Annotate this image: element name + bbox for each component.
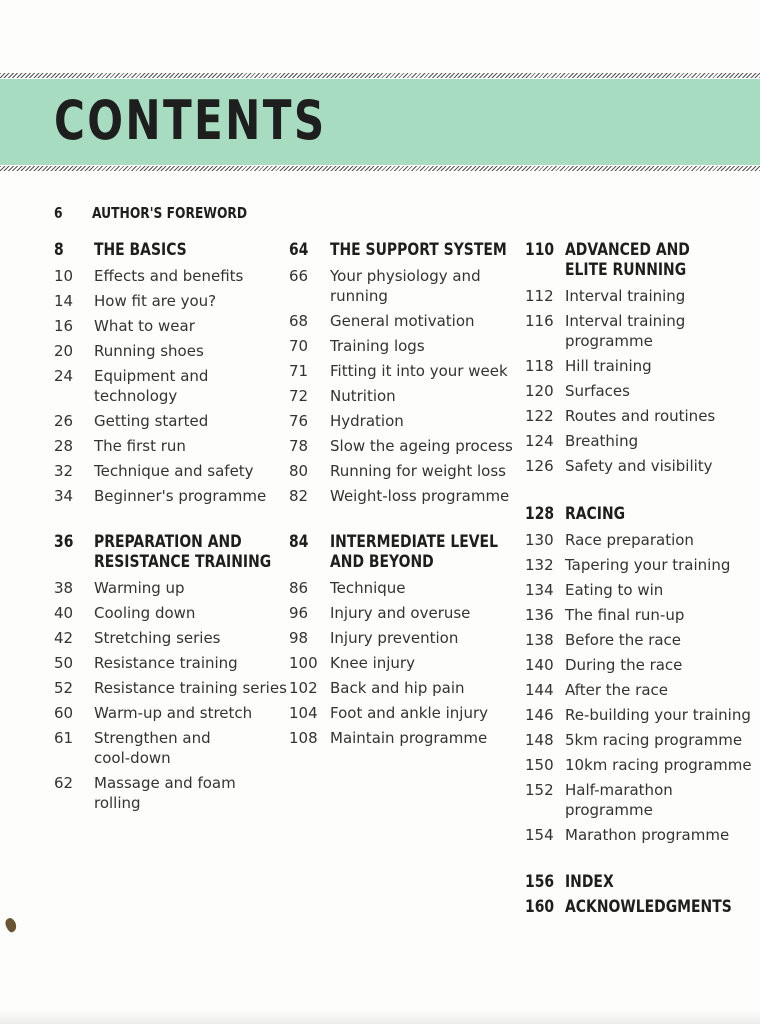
- entry-label: What to wear: [94, 317, 195, 335]
- entry-page-number: 130: [525, 531, 554, 549]
- entry-page-number: 116: [525, 312, 554, 330]
- entry-page-number: 154: [525, 826, 554, 844]
- section-title: ACKNOWLEDGMENTS: [565, 897, 732, 917]
- entry-label: General motivation: [330, 312, 475, 330]
- entry-label: Eating to win: [565, 581, 664, 599]
- entry-label: Maintain programme: [330, 729, 488, 747]
- section-title: INDEX: [565, 872, 614, 892]
- entry-page-number: 10: [54, 267, 74, 285]
- entry-page-number: 80: [289, 462, 309, 480]
- foreword-page: 6: [54, 204, 63, 222]
- entry-label: Routes and routines: [565, 407, 716, 425]
- entry-label: Hill training: [565, 357, 652, 375]
- entry-page-number: 16: [54, 317, 74, 335]
- entry-label: rolling: [94, 794, 141, 812]
- entry-label: Equipment and: [94, 367, 209, 385]
- entry-page-number: 140: [525, 656, 554, 674]
- section-page-number: 128: [525, 504, 555, 524]
- entry-label: cool-down: [94, 749, 171, 767]
- entry-label: Injury prevention: [330, 629, 459, 647]
- entry-page-number: 76: [289, 412, 309, 430]
- entry-label: programme: [565, 332, 653, 350]
- entry-page-number: 112: [525, 287, 554, 305]
- entry-label: Back and hip pain: [330, 679, 465, 697]
- entry-label: Training logs: [330, 337, 425, 355]
- entry-page-number: 71: [289, 362, 309, 380]
- section-title: RACING: [565, 504, 626, 524]
- entry-page-number: 108: [289, 729, 318, 747]
- section-page-number: 84: [289, 532, 309, 552]
- section-title: ADVANCED AND: [565, 240, 690, 260]
- entry-label: The first run: [94, 437, 186, 455]
- entry-page-number: 32: [54, 462, 74, 480]
- entry-label: Interval training: [565, 287, 686, 305]
- entry-label: The final run-up: [565, 606, 685, 624]
- entry-page-number: 126: [525, 457, 554, 475]
- entry-label: Before the race: [565, 631, 682, 649]
- entry-label: Marathon programme: [565, 826, 730, 844]
- entry-page-number: 148: [525, 731, 554, 749]
- entry-page-number: 100: [289, 654, 318, 672]
- entry-label: Beginner's programme: [94, 487, 267, 505]
- entry-page-number: 134: [525, 581, 554, 599]
- section-title: THE SUPPORT SYSTEM: [330, 240, 507, 260]
- section-title: ELITE RUNNING: [565, 260, 687, 280]
- section-title: THE BASICS: [94, 240, 187, 260]
- entry-label: Massage and foam: [94, 774, 236, 792]
- entry-label: Surfaces: [565, 382, 630, 400]
- entry-page-number: 78: [289, 437, 309, 455]
- entry-page-number: 52: [54, 679, 74, 697]
- entry-label: Slow the ageing process: [330, 437, 513, 455]
- entry-label: Technique and safety: [94, 462, 254, 480]
- entry-page-number: 122: [525, 407, 554, 425]
- entry-label: Hydration: [330, 412, 404, 430]
- entry-label: Your physiology and: [330, 267, 481, 285]
- page-title: CONTENTS: [54, 89, 327, 152]
- page-edge: [0, 1010, 760, 1024]
- entry-label: Tapering your training: [565, 556, 731, 574]
- entry-page-number: 68: [289, 312, 309, 330]
- entry-page-number: 120: [525, 382, 554, 400]
- entry-page-number: 50: [54, 654, 74, 672]
- entry-label: 5km racing programme: [565, 731, 743, 749]
- entry-page-number: 72: [289, 387, 309, 405]
- entry-page-number: 40: [54, 604, 74, 622]
- entry-page-number: 60: [54, 704, 74, 722]
- entry-page-number: 62: [54, 774, 74, 792]
- section-page-number: 8: [54, 240, 64, 260]
- entry-page-number: 136: [525, 606, 554, 624]
- entry-label: Running shoes: [94, 342, 204, 360]
- section-title: PREPARATION AND: [94, 532, 242, 552]
- section-page-number: 110: [525, 240, 555, 260]
- entry-page-number: 66: [289, 267, 309, 285]
- entry-label: Race preparation: [565, 531, 694, 549]
- entry-label: Nutrition: [330, 387, 396, 405]
- entry-page-number: 132: [525, 556, 554, 574]
- entry-label: Breathing: [565, 432, 639, 450]
- entry-label: running: [330, 287, 388, 305]
- entry-page-number: 102: [289, 679, 318, 697]
- entry-page-number: 150: [525, 756, 554, 774]
- entry-label: 10km racing programme: [565, 756, 752, 774]
- entry-page-number: 144: [525, 681, 554, 699]
- entry-page-number: 28: [54, 437, 74, 455]
- entry-label: Effects and benefits: [94, 267, 244, 285]
- section-page-number: 156: [525, 872, 555, 892]
- entry-label: Weight-loss programme: [330, 487, 510, 505]
- entry-label: Resistance training: [94, 654, 238, 672]
- entry-page-number: 26: [54, 412, 74, 430]
- section-page-number: 36: [54, 532, 74, 552]
- section-title: INTERMEDIATE LEVEL: [330, 532, 498, 552]
- entry-label: programme: [565, 801, 653, 819]
- entry-label: During the race: [565, 656, 683, 674]
- entry-page-number: 98: [289, 629, 309, 647]
- entry-label: Cooling down: [94, 604, 196, 622]
- entry-label: After the race: [565, 681, 669, 699]
- foreword-title: AUTHOR'S FOREWORD: [92, 204, 248, 222]
- entry-label: Safety and visibility: [565, 457, 713, 475]
- entry-label: Warming up: [94, 579, 185, 597]
- entry-page-number: 24: [54, 367, 74, 385]
- entry-page-number: 104: [289, 704, 318, 722]
- entry-page-number: 96: [289, 604, 309, 622]
- entry-label: Running for weight loss: [330, 462, 506, 480]
- entry-page-number: 14: [54, 292, 74, 310]
- entry-page-number: 138: [525, 631, 554, 649]
- entry-page-number: 38: [54, 579, 74, 597]
- entry-label: Technique: [330, 579, 406, 597]
- hatched-rule-top: [0, 73, 760, 78]
- entry-label: Knee injury: [330, 654, 415, 672]
- entry-label: Foot and ankle injury: [330, 704, 489, 722]
- entry-label: Resistance training series: [94, 679, 287, 697]
- entry-page-number: 124: [525, 432, 554, 450]
- entry-page-number: 20: [54, 342, 74, 360]
- entry-page-number: 152: [525, 781, 554, 799]
- entry-label: Warm-up and stretch: [94, 704, 253, 722]
- entry-page-number: 86: [289, 579, 309, 597]
- entry-page-number: 82: [289, 487, 309, 505]
- entry-label: Strengthen and: [94, 729, 211, 747]
- section-page-number: 160: [525, 897, 555, 917]
- entry-page-number: 42: [54, 629, 74, 647]
- paper-stain: [3, 916, 19, 933]
- entry-page-number: 146: [525, 706, 554, 724]
- section-title: AND BEYOND: [330, 552, 434, 572]
- entry-label: Getting started: [94, 412, 209, 430]
- entry-label: Stretching series: [94, 629, 221, 647]
- entry-label: How fit are you?: [94, 292, 217, 310]
- entry-page-number: 118: [525, 357, 554, 375]
- hatched-rule-bottom: [0, 166, 760, 171]
- entry-page-number: 70: [289, 337, 309, 355]
- entry-page-number: 61: [54, 729, 74, 747]
- entry-label: Re-building your training: [565, 706, 751, 724]
- entry-label: Injury and overuse: [330, 604, 471, 622]
- section-title: RESISTANCE TRAINING: [94, 552, 272, 572]
- entry-label: Fitting it into your week: [330, 362, 508, 380]
- entry-page-number: 34: [54, 487, 74, 505]
- entry-label: technology: [94, 387, 178, 405]
- entry-label: Half-marathon: [565, 781, 673, 799]
- section-page-number: 64: [289, 240, 309, 260]
- entry-label: Interval training: [565, 312, 686, 330]
